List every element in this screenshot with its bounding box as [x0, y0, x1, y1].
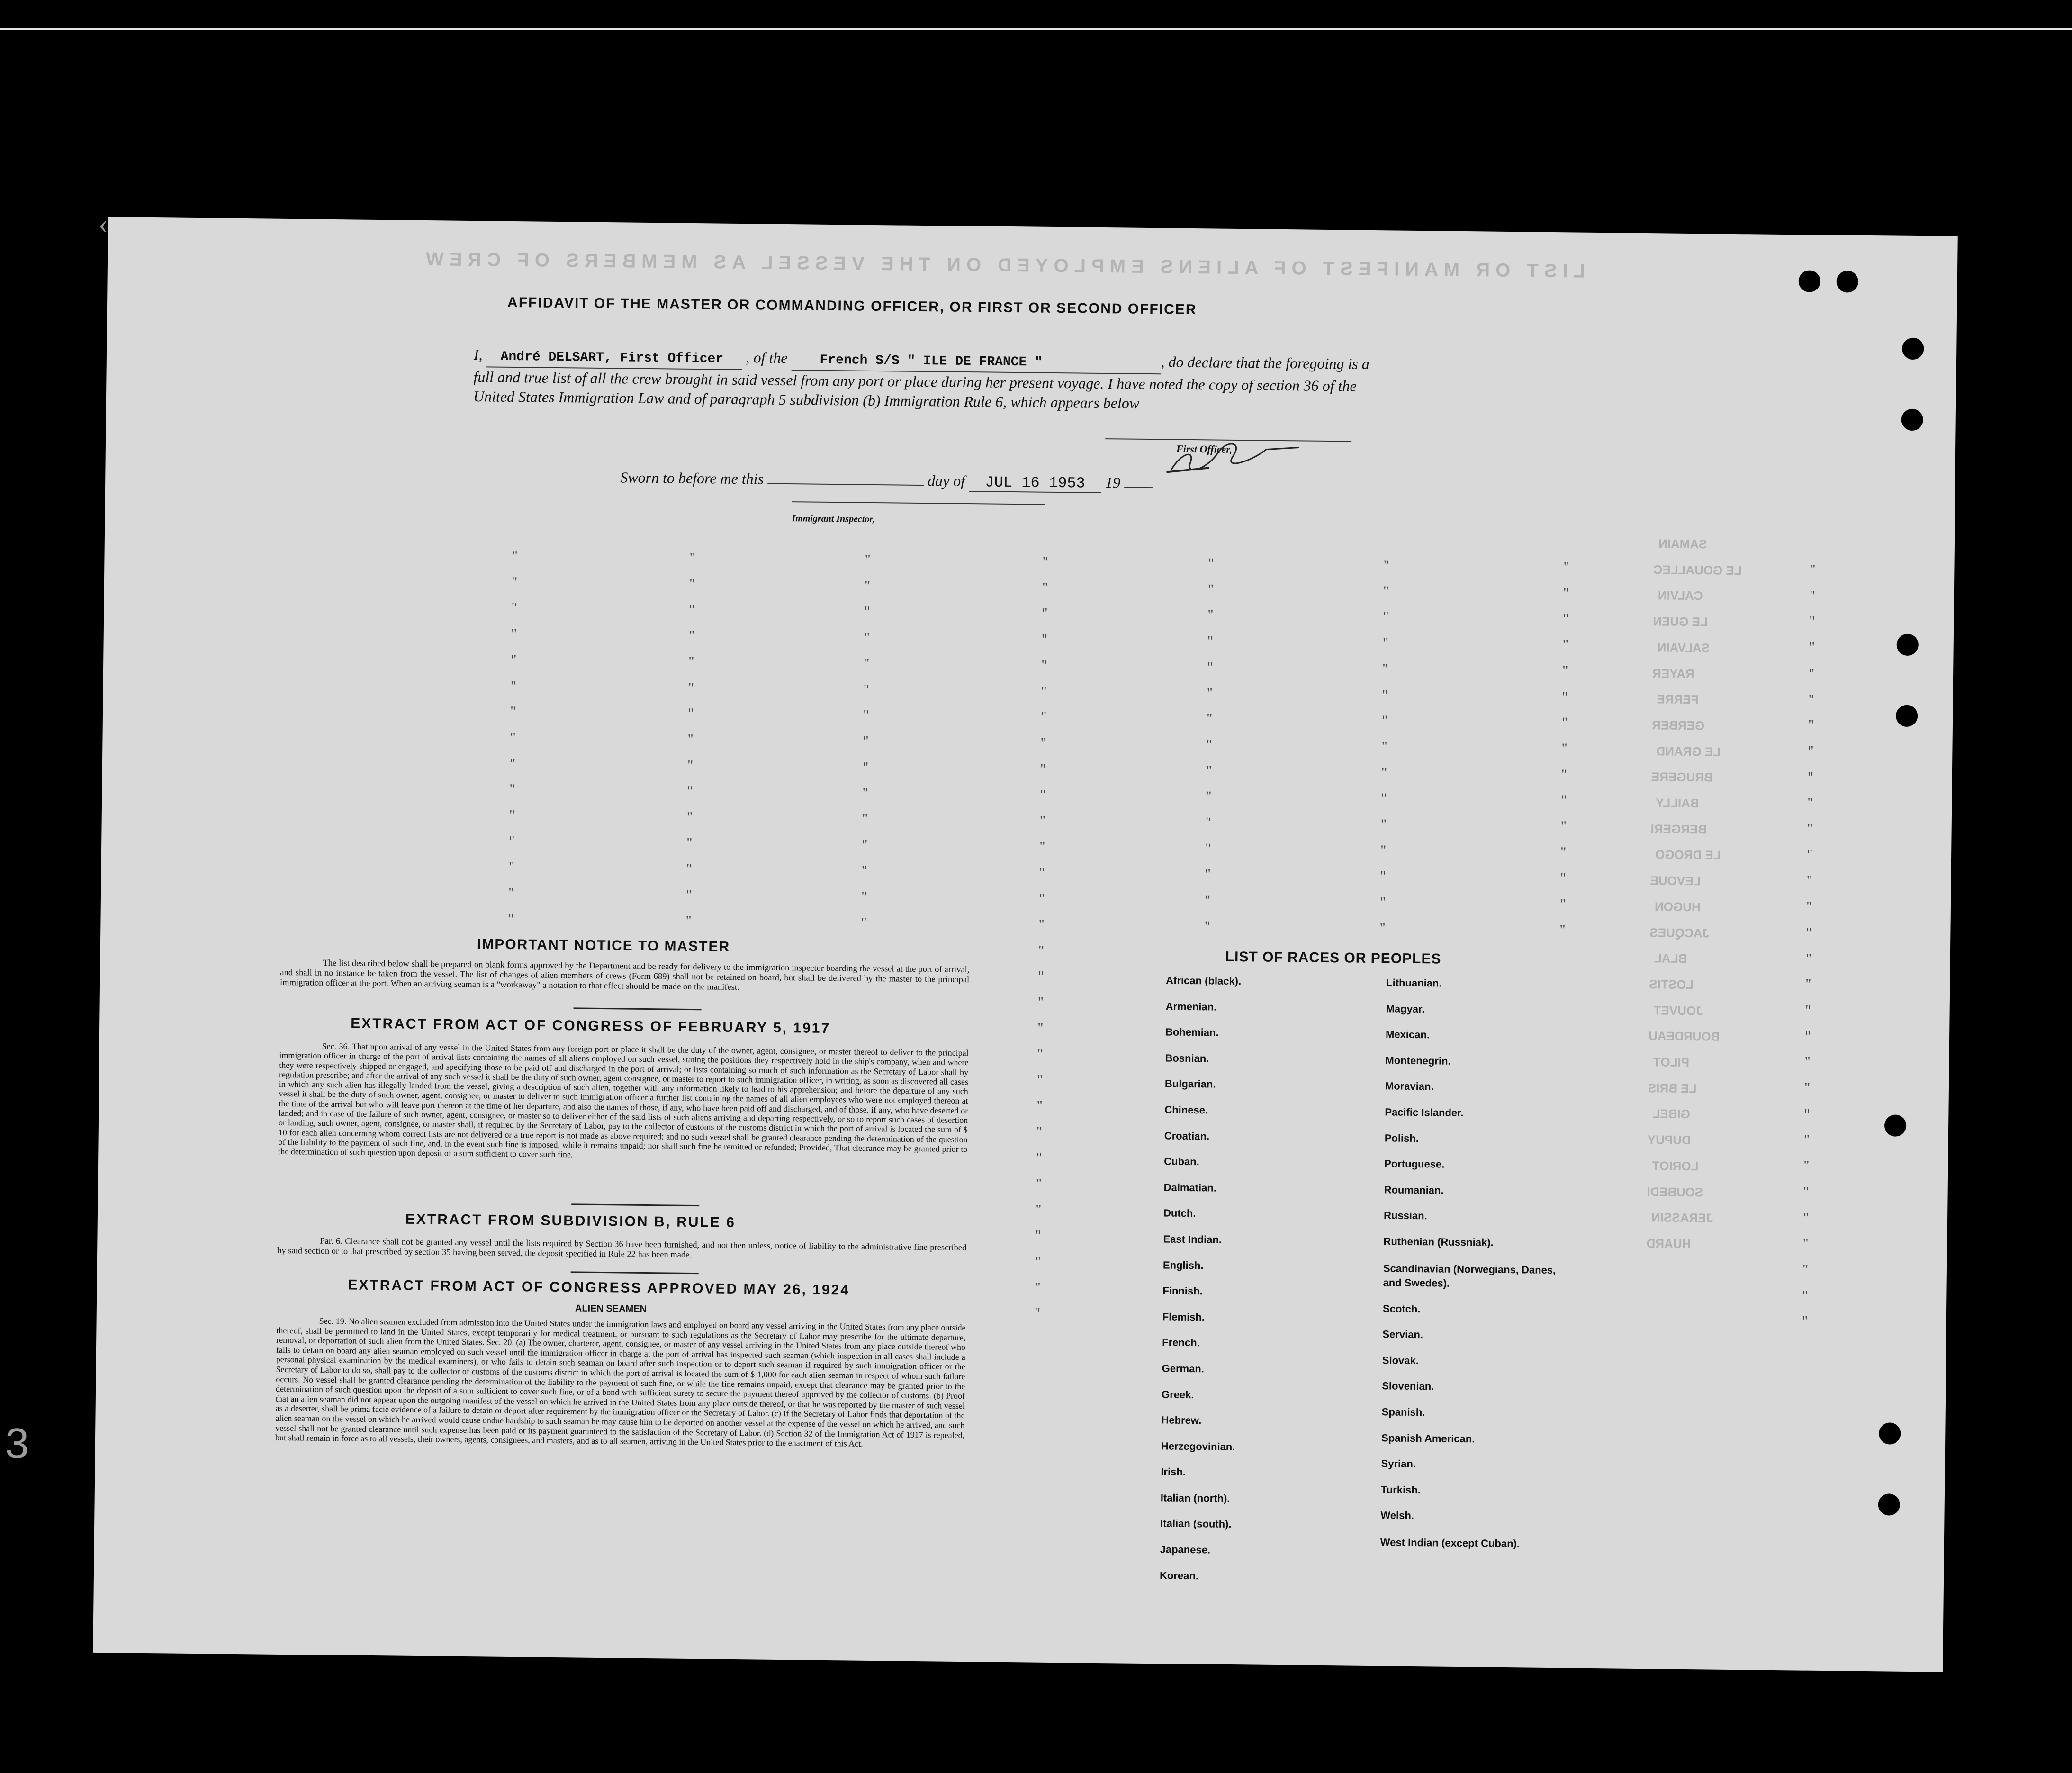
- ditto-mark: ": [1803, 1158, 1810, 1174]
- bleed-through-surname: BERGERI: [1650, 821, 1707, 837]
- race-item: Roumanian.: [1384, 1184, 1444, 1196]
- ditto-mark: ": [512, 548, 518, 564]
- race-item: Greek.: [1161, 1388, 1194, 1401]
- margin-mark: ‹: [98, 208, 108, 239]
- race-item: Hebrew.: [1161, 1414, 1202, 1427]
- ditto-mark: ": [1381, 713, 1388, 729]
- ditto-mark: ": [508, 911, 514, 927]
- ditto-mark: ": [1806, 898, 1812, 914]
- race-item: Bohemian.: [1165, 1026, 1219, 1039]
- ditto-mark: ": [1805, 1002, 1811, 1018]
- ditto-mark: ": [1040, 709, 1047, 725]
- ditto-mark: ": [1804, 1106, 1810, 1122]
- ditto-mark: ": [685, 913, 692, 929]
- notice-title: IMPORTANT NOTICE TO MASTER: [477, 936, 730, 955]
- ditto-mark: ": [1383, 583, 1389, 599]
- ditto-mark: ": [509, 781, 515, 797]
- bleed-through-surname: SALVAIN: [1657, 640, 1710, 655]
- inspector-signature-line: [792, 501, 1045, 505]
- bleed-through-surname: LEVOUE: [1650, 873, 1701, 888]
- ditto-mark: ": [1806, 924, 1812, 941]
- ditto-mark: ": [1805, 976, 1811, 992]
- ditto-mark: ": [861, 888, 867, 905]
- race-item: Scandinavian (Norwegians, Danes, and Swedes).: [1383, 1262, 1556, 1289]
- ditto-mark: ": [1808, 717, 1814, 733]
- ditto-mark: ": [1379, 920, 1386, 936]
- ditto-mark: ": [686, 809, 693, 825]
- ditto-mark: ": [1383, 557, 1389, 573]
- ditto-mark: ": [1041, 683, 1047, 699]
- ditto-mark: ": [1380, 868, 1387, 884]
- race-item: English.: [1162, 1258, 1204, 1271]
- section-divider: [571, 1203, 699, 1206]
- bleed-through-surname: LE BRIS: [1648, 1080, 1697, 1095]
- ditto-mark: ": [1562, 663, 1568, 679]
- top-border-line: [0, 28, 2072, 30]
- ditto-mark: ": [1562, 688, 1568, 705]
- bleed-through-surname: PILOT: [1653, 1055, 1690, 1070]
- punch-hole: [1897, 634, 1919, 656]
- year-prefix: 19: [1105, 474, 1121, 491]
- ditto-mark: ": [1042, 579, 1048, 596]
- race-item: Lithuanian.: [1386, 977, 1442, 989]
- affidavit-of-the: , of the: [746, 349, 788, 367]
- bleed-through-surname: SAMAIN: [1658, 536, 1707, 552]
- ditto-mark: ": [509, 755, 516, 771]
- ditto-mark: ": [862, 837, 868, 853]
- ditto-mark: ": [1036, 1202, 1042, 1218]
- ditto-mark: ": [1561, 766, 1568, 782]
- ditto-mark: ": [1207, 685, 1213, 701]
- affidavit-statement: [473, 345, 1374, 416]
- ditto-mark: ": [1036, 1124, 1043, 1140]
- ditto-mark: ": [1036, 1176, 1042, 1192]
- punch-hole: [1799, 270, 1820, 292]
- vessel-name: French S/S " ILE DE FRANCE ": [820, 353, 1043, 370]
- ditto-mark: ": [509, 833, 515, 849]
- ditto-mark: ": [1807, 769, 1814, 785]
- ditto-mark: ": [1379, 894, 1386, 910]
- bleed-through-surname: LE GRAND: [1656, 743, 1721, 759]
- ditto-mark: ": [1042, 553, 1048, 570]
- ditto-mark: ": [1808, 665, 1815, 681]
- race-item: Magyar.: [1386, 1002, 1425, 1015]
- bleed-through-surname: GERBER: [1651, 718, 1705, 733]
- race-item: Welsh.: [1380, 1509, 1414, 1522]
- punch-hole: [1896, 705, 1918, 727]
- bleed-through-surname: JOUVET: [1653, 1003, 1703, 1018]
- race-item: Russian.: [1383, 1209, 1427, 1222]
- ditto-mark: ": [511, 651, 517, 668]
- ditto-mark: ": [687, 783, 693, 799]
- ditto-mark: ": [1036, 1072, 1043, 1088]
- ditto-mark: ": [863, 681, 870, 697]
- ditto-mark: ": [687, 706, 694, 722]
- ditto-mark: ": [688, 679, 694, 696]
- ditto-mark: ": [1038, 890, 1045, 906]
- ditto-mark: ": [1205, 814, 1212, 831]
- day-of-label: day of: [927, 472, 965, 489]
- bleed-through-surname: LE GOUALLEC: [1653, 562, 1742, 578]
- ditto-mark: ": [508, 859, 515, 875]
- extract-rule6-title: EXTRACT FROM SUBDIVISION B, RULE 6: [405, 1211, 736, 1230]
- race-item: Cuban.: [1164, 1155, 1199, 1168]
- ditto-mark: ": [511, 600, 517, 616]
- ditto-mark: ": [1802, 1261, 1809, 1277]
- race-item: Armenian.: [1165, 1000, 1217, 1013]
- ditto-mark: ": [1563, 559, 1569, 575]
- extract-1924-body: Sec. 19. No alien seamen excluded from admission into the United States under the immigration laws and employed on board any vessel arriving in the United States from any place outside thereof, shall be permitted to land in the United States, except temporarily for medical treatment, or pursuant to such regulations as the Secretary of Labor may prescribe for the ultimate departure, removal, or deportation of such alien from the United States. Sec. 20. (a) The owner, charterer, agent, consignee, or master of any vessel arriving in the United States from any place outside thereof who fails to detain on board any alien seaman employed on such vessel until the immigration officer in charge at the port of arrival has inspected such seaman (which inspection in all cases shall include a personal physical examination by the medical examiners), or who fails to detain such seaman on board after such inspection or to deport such seaman if required by such immigration officer or the Secretary of Labor to do so, shall pay to the collector of customs of the customs district in which the port of arrival is located the sum of $ 1,000 for each alien seaman in respect of whom such failure occurs. No vessel shall be granted clearance pending the determination of the liability to the payment of such fine, or while the fine remains unpaid, except that clearance may be granted prior to the determination of such question upon the deposit of a sum sufficient to cover such fine, or of a bond with sufficient surety to secure the payment thereof approved by the collector of customs. (b) Proof that an alien seaman did not appear upon the outgoing manifest of the vessel on which he arrived in the United States from any place outside thereof, or that he was reported by the master of such vessel as a deserter, shall be prima facie evidence of a failure to detain or deport after requirement by the immigration officer or the Secretary of Labor. (c) If the Secretary of Labor finds that deportation of the alien seaman on the vessel on which he arrived would cause undue hardship to such seaman he may cause him to be deported on another vessel at the expense of the vessel on which he arrived, and such vessel shall not be granted clearance until such expense has been paid or its payment guaranteed to the satisfaction of the Secretary of Labor. (d) Section 32 of the Immigration Act of 1917 is repealed, but shall remain in force as to all vessels, their owners, agents, consignees, and masters, and as to all seamen, arriving in the United States prior to the enactment of this Act.: [275, 1316, 966, 1448]
- ditto-mark: ": [1036, 1098, 1043, 1114]
- ditto-mark: ": [1561, 792, 1567, 808]
- race-item: Syrian.: [1381, 1457, 1416, 1470]
- extract-1917-body: Sec. 36. That upon arrival of any vessel in the United States from any foreign port or place it shall be the duty of the owner, agent, consignee, or master thereof to deliver to the principal immigration officer in charge of the port of arrival lists containing the names of all aliens employed on such vessel, stating the positions they respectively hold in the ship's company, when and where they were respectively shipped or engaged, and specifying those to be paid off and discharged in the port of arrival; or lists containing so much of such information as the Secretary of Labor shall by regulation prescribe; and after the arrival of any such vessel it shall be the duty of such owner, agent consignee, or master to report to such immigration officer, in writing, as soon as discovered all cases in which any such alien has illegally landed from the vessel, giving a description of such alien, together with any information likely to lead to his apprehension; and before the departure of any such vessel it shall be the duty of such owner, agent, consignee, or master to deliver to such immigration officer a further list containing the names of all alien employees who were not employed thereon at the time of the arrival but who will leave port thereon at the time of her departure, and also the names of those, if any, who have been paid off and discharged, and of those, if any, who have deserted or landed; and in case of the failure of such owner, agent, consignee, or master so to deliver either of the said lists of such aliens arriving and departing respectively, or so to report such cases of desertion or landing, such owner, agent, consignee, or master shall, if required by the Secretary of Labor, pay to the collector of customs of the customs district in which the port of arrival is located the sum of $ 10 for each alien concerning whom correct lists are not delivered or a true report is not made as above required; and no such vessel shall be granted clearance pending the determination of the question of the liability to the payment of such fine, and, in the event such fine is imposed, while it remains unpaid; nor shall such fine be remitted or refunded; Provided, That clearance may be granted prior to the determination of such question upon deposit of a sum sufficient to cover such fine.: [278, 1041, 969, 1159]
- ditto-mark: ": [1803, 1131, 1810, 1148]
- sworn-prefix: Sworn to before me this: [620, 469, 764, 488]
- ditto-mark: ": [1041, 657, 1047, 673]
- ditto-mark: ": [1380, 842, 1387, 859]
- ditto-mark: ": [509, 807, 515, 823]
- bleed-through-surname: HUARD: [1646, 1236, 1691, 1251]
- ditto-mark: ": [1035, 1279, 1041, 1295]
- race-item: Mexican.: [1385, 1028, 1430, 1041]
- bleed-through-surname: JERASSIN: [1651, 1210, 1713, 1225]
- extract-1924-subtitle: ALIEN SEAMEN: [575, 1303, 647, 1315]
- ditto-mark: ": [510, 704, 516, 720]
- race-item: Italian (south).: [1160, 1517, 1232, 1530]
- ditto-mark: ": [1037, 994, 1044, 1010]
- ditto-mark: ": [1802, 1210, 1809, 1226]
- ditto-mark: ": [861, 914, 867, 931]
- race-item: Polish.: [1384, 1131, 1419, 1144]
- race-item: Servian.: [1382, 1328, 1423, 1341]
- races-title: LIST OF RACES OR PEOPLES: [1225, 949, 1441, 967]
- ditto-mark: ": [1204, 892, 1211, 908]
- ditto-mark: ": [1560, 870, 1566, 886]
- ditto-mark: ": [689, 550, 695, 566]
- bleed-through-surname: CALVIN: [1658, 588, 1703, 603]
- bleed-through-surname: HUGON: [1654, 899, 1701, 914]
- ditto-mark: ": [1206, 737, 1212, 753]
- ditto-mark: ": [1560, 844, 1567, 860]
- race-item: Portuguese.: [1384, 1158, 1445, 1170]
- ditto-mark: ": [510, 729, 516, 745]
- ditto-mark: ": [1206, 711, 1213, 727]
- ditto-mark: ": [1562, 637, 1569, 653]
- ditto-mark: ": [862, 759, 869, 775]
- race-item: Turkish.: [1380, 1483, 1421, 1496]
- ditto-mark: ": [1038, 916, 1045, 932]
- ditto-mark: ": [1039, 813, 1046, 829]
- ditto-mark: ": [1807, 795, 1813, 811]
- officer-name: André DELSART, First Officer: [500, 349, 724, 367]
- ditto-mark: ": [686, 861, 693, 877]
- ditto-mark: ": [1039, 839, 1045, 855]
- ditto-mark: ": [687, 731, 694, 747]
- bleed-through-surname: SOUBEDI: [1647, 1184, 1703, 1199]
- race-item: Dalmatian.: [1163, 1181, 1217, 1194]
- ditto-mark: ": [1038, 968, 1044, 984]
- race-item: Moravian.: [1385, 1080, 1434, 1093]
- ditto-mark: ": [1559, 922, 1566, 938]
- margin-number: 3: [5, 1420, 29, 1468]
- race-item: Herzegovinian.: [1161, 1440, 1235, 1453]
- bleed-through-surname: DUPUY: [1647, 1132, 1691, 1148]
- ditto-mark: ": [688, 627, 695, 644]
- manifest-back-page: [5, 208, 1958, 1672]
- race-item: Flemish.: [1162, 1311, 1205, 1323]
- ditto-mark: ": [864, 604, 870, 620]
- ditto-mark: ": [1804, 1080, 1811, 1096]
- bleed-through-surname: RAYER: [1652, 666, 1694, 681]
- ditto-mark: ": [1040, 735, 1046, 751]
- punch-hole: [1902, 338, 1924, 360]
- bleed-through-surname: GIBEL: [1652, 1106, 1690, 1122]
- ditto-mark: ": [1809, 614, 1815, 630]
- ditto-mark: ": [1207, 633, 1214, 649]
- ditto-mark: ": [1207, 659, 1213, 675]
- ditto-mark: ": [1206, 788, 1212, 805]
- ditto-mark: ": [1204, 918, 1210, 934]
- ditto-mark: ": [687, 757, 694, 773]
- race-item: Chinese.: [1164, 1104, 1208, 1116]
- date-stamp: JUL 16 1953: [985, 473, 1085, 492]
- bleed-through-surname: LOSTIS: [1649, 977, 1694, 992]
- ditto-mark: ": [686, 835, 693, 851]
- ditto-mark: ": [1810, 561, 1816, 578]
- race-item: Dutch.: [1163, 1207, 1196, 1220]
- ditto-mark: ": [1563, 611, 1569, 627]
- bleed-through-surname: FERRE: [1657, 692, 1699, 707]
- extract-rule6-body: Par. 6. Clearance shall not be granted any vessel until the lists required by Section 36 have been furnished, and not then unless, notice of liability to the administrative fine prescribed by said section or to that prescribed by section 35 having been served, the deposit specified in Rule 22 has been made.: [277, 1236, 967, 1260]
- ditto-mark: ": [862, 811, 868, 827]
- ditto-mark: ": [510, 678, 517, 694]
- ditto-mark: ": [1205, 866, 1211, 882]
- ditto-mark: ": [1803, 1184, 1810, 1200]
- bleed-through-surname: LE GUEN: [1653, 614, 1708, 629]
- ditto-mark: ": [862, 785, 868, 801]
- ditto-mark: ": [1805, 950, 1812, 967]
- race-item: Spanish.: [1381, 1406, 1425, 1419]
- ditto-mark: ": [861, 863, 868, 879]
- sworn-statement: [620, 469, 1153, 494]
- punch-hole: [1837, 271, 1858, 292]
- ditto-mark: ": [1206, 762, 1212, 779]
- ditto-mark: ": [508, 885, 514, 901]
- race-item: West Indian (except Cuban).: [1380, 1536, 1520, 1550]
- ditto-mark: ": [1040, 787, 1046, 803]
- ditto-mark: ": [1808, 743, 1814, 759]
- signature-caption: First Officer,: [1176, 443, 1233, 455]
- ditto-mark: ": [863, 707, 869, 724]
- race-item: Italian (north).: [1160, 1492, 1230, 1504]
- races-right-column: [1380, 977, 1566, 1578]
- ditto-mark: ": [1381, 764, 1387, 780]
- ditto-mark: ": [1804, 1028, 1811, 1044]
- bleed-through-surname: BAILLY: [1656, 796, 1699, 811]
- ditto-mark: ": [1563, 585, 1569, 601]
- ditto-mark: ": [1806, 873, 1812, 889]
- race-item: Finnish.: [1162, 1285, 1203, 1297]
- notice-body: The list described below shall be prepared on blank forms approved by the Department and be ready for delivery to the immigration inspector boarding the vessel at the port of arrival, and shall in no instance be taken from the vessel. The list of changes of alien members of crews (Form 689) shall not be retained on board, but shall be delivered by the master to the principal immigration officer at the port. When an arriving seaman is a "workaway" a notation to that effect should be made on the manifest.: [279, 958, 970, 993]
- ditto-mark: ": [1806, 847, 1813, 863]
- punch-hole: [1884, 1114, 1906, 1136]
- ditto-mark: ": [1381, 739, 1387, 755]
- bleed-through-surname: BRUGERE: [1651, 769, 1713, 785]
- race-item: Korean.: [1159, 1569, 1199, 1582]
- ditto-mark: ": [511, 626, 517, 642]
- bleed-through-header: LIST OR MANIFEST OF ALIENS EMPLOYED ON THE VESSEL AS MEMBERS OF CREW: [420, 248, 1586, 282]
- ditto-mark: ": [1802, 1287, 1808, 1303]
- ditto-mark: ": [1802, 1313, 1808, 1329]
- ditto-mark: ": [864, 629, 870, 645]
- ditto-mark: ": [1037, 1046, 1044, 1062]
- ditto-mark: ": [688, 653, 694, 669]
- ditto-mark: ": [1804, 1054, 1811, 1070]
- race-item: French.: [1162, 1336, 1200, 1349]
- section-divider: [571, 1271, 699, 1274]
- inspector-caption: Immigrant Inspector,: [792, 513, 875, 525]
- race-item: Bulgarian.: [1164, 1077, 1216, 1090]
- ditto-mark: ": [1035, 1253, 1041, 1269]
- race-item: Ruthenian (Russniak).: [1383, 1235, 1494, 1248]
- ditto-mark: ": [1041, 631, 1048, 647]
- race-item: Montenegrin.: [1385, 1054, 1451, 1067]
- ditto-mark: ": [1035, 1227, 1042, 1243]
- ditto-mark: ": [1039, 865, 1045, 881]
- affidavit-declaration: , do declare that the foregoing is a full and true list of all the crew brought in said vessel from any port or place during her present voyage. I have noted the copy of section 36 of the United States Immigration Law and of paragraph 5 subdivision (b) Immigration Rule 6, which appears below: [473, 353, 1369, 412]
- section-divider: [574, 1007, 702, 1010]
- ditto-mark: ": [1040, 761, 1046, 777]
- ditto-mark: ": [689, 576, 695, 592]
- affidavit-intro: I,: [473, 346, 483, 363]
- race-item: Japanese.: [1160, 1543, 1211, 1556]
- ditto-mark: ": [1382, 661, 1388, 677]
- ditto-mark: ": [685, 886, 692, 903]
- ditto-mark: ": [1042, 606, 1048, 622]
- race-item: Slovenian.: [1382, 1380, 1434, 1393]
- ditto-mark: ": [1809, 588, 1816, 604]
- race-item: Croatian.: [1164, 1130, 1210, 1142]
- ditto-mark: ": [1037, 1020, 1044, 1036]
- ditto-mark: ": [1208, 555, 1214, 571]
- ditto-mark: ": [864, 578, 871, 594]
- ditto-mark: ": [1034, 1305, 1041, 1321]
- ditto-mark: ": [864, 655, 870, 671]
- bleed-through-surname: BOURDEAU: [1648, 1029, 1720, 1044]
- ditto-mark: ": [1382, 635, 1389, 651]
- ditto-mark: ": [865, 552, 871, 568]
- race-item: Irish.: [1161, 1465, 1186, 1478]
- bleed-through-surname: LORIOT: [1652, 1158, 1699, 1174]
- punch-hole: [1879, 1422, 1901, 1444]
- race-item: German.: [1162, 1362, 1205, 1375]
- race-item: Scotch.: [1382, 1302, 1421, 1315]
- bleed-through-surname: JACQUES: [1649, 925, 1710, 940]
- punch-hole: [1878, 1493, 1900, 1515]
- ditto-mark: ": [1561, 715, 1568, 731]
- punch-hole: [1901, 409, 1923, 431]
- ditto-mark: ": [1207, 607, 1214, 623]
- race-item: Slovak.: [1382, 1354, 1419, 1366]
- ditto-mark: ": [1038, 942, 1045, 959]
- extract-1924-title: EXTRACT FROM ACT OF CONGRESS APPROVED MAY 26, 1924: [348, 1277, 850, 1298]
- ditto-mark: ": [1561, 741, 1568, 757]
- ditto-mark: ": [1559, 896, 1566, 912]
- ditto-mark: ": [1036, 1149, 1042, 1166]
- race-item: African (black).: [1166, 974, 1242, 987]
- ditto-mark: ": [863, 733, 869, 749]
- ditto-mark: ": [1205, 841, 1211, 857]
- ditto-mark: ": [1381, 790, 1387, 806]
- race-item: East Indian.: [1163, 1233, 1222, 1246]
- ditto-mark: ": [1380, 816, 1387, 832]
- ditto-mark: ": [1560, 818, 1567, 834]
- ditto-mark: ": [1207, 581, 1214, 597]
- bleed-through-surname: BLAL: [1654, 951, 1687, 966]
- extract-1917-title: EXTRACT FROM ACT OF CONGRESS OF FEBRUARY 5, 1917: [351, 1015, 831, 1037]
- ditto-mark: ": [511, 574, 518, 590]
- ditto-mark: ": [1807, 821, 1813, 837]
- race-item: Bosnian.: [1165, 1052, 1209, 1065]
- race-item: Spanish American.: [1381, 1431, 1475, 1445]
- ditto-mark: ": [1383, 609, 1389, 625]
- ditto-mark: ": [1802, 1235, 1809, 1251]
- ditto-mark: ": [1382, 687, 1388, 703]
- affidavit-title: AFFIDAVIT OF THE MASTER OR COMMANDING OFFICER, OR FIRST OR SECOND OFFICER: [507, 294, 1197, 318]
- race-item: Pacific Islander.: [1385, 1106, 1464, 1119]
- bleed-through-surname: LE DROGO: [1655, 847, 1721, 863]
- ditto-mark: ": [1808, 691, 1814, 707]
- ditto-mark: ": [689, 602, 695, 618]
- races-left-column: [1160, 974, 1242, 1596]
- ditto-mark: ": [1809, 639, 1815, 655]
